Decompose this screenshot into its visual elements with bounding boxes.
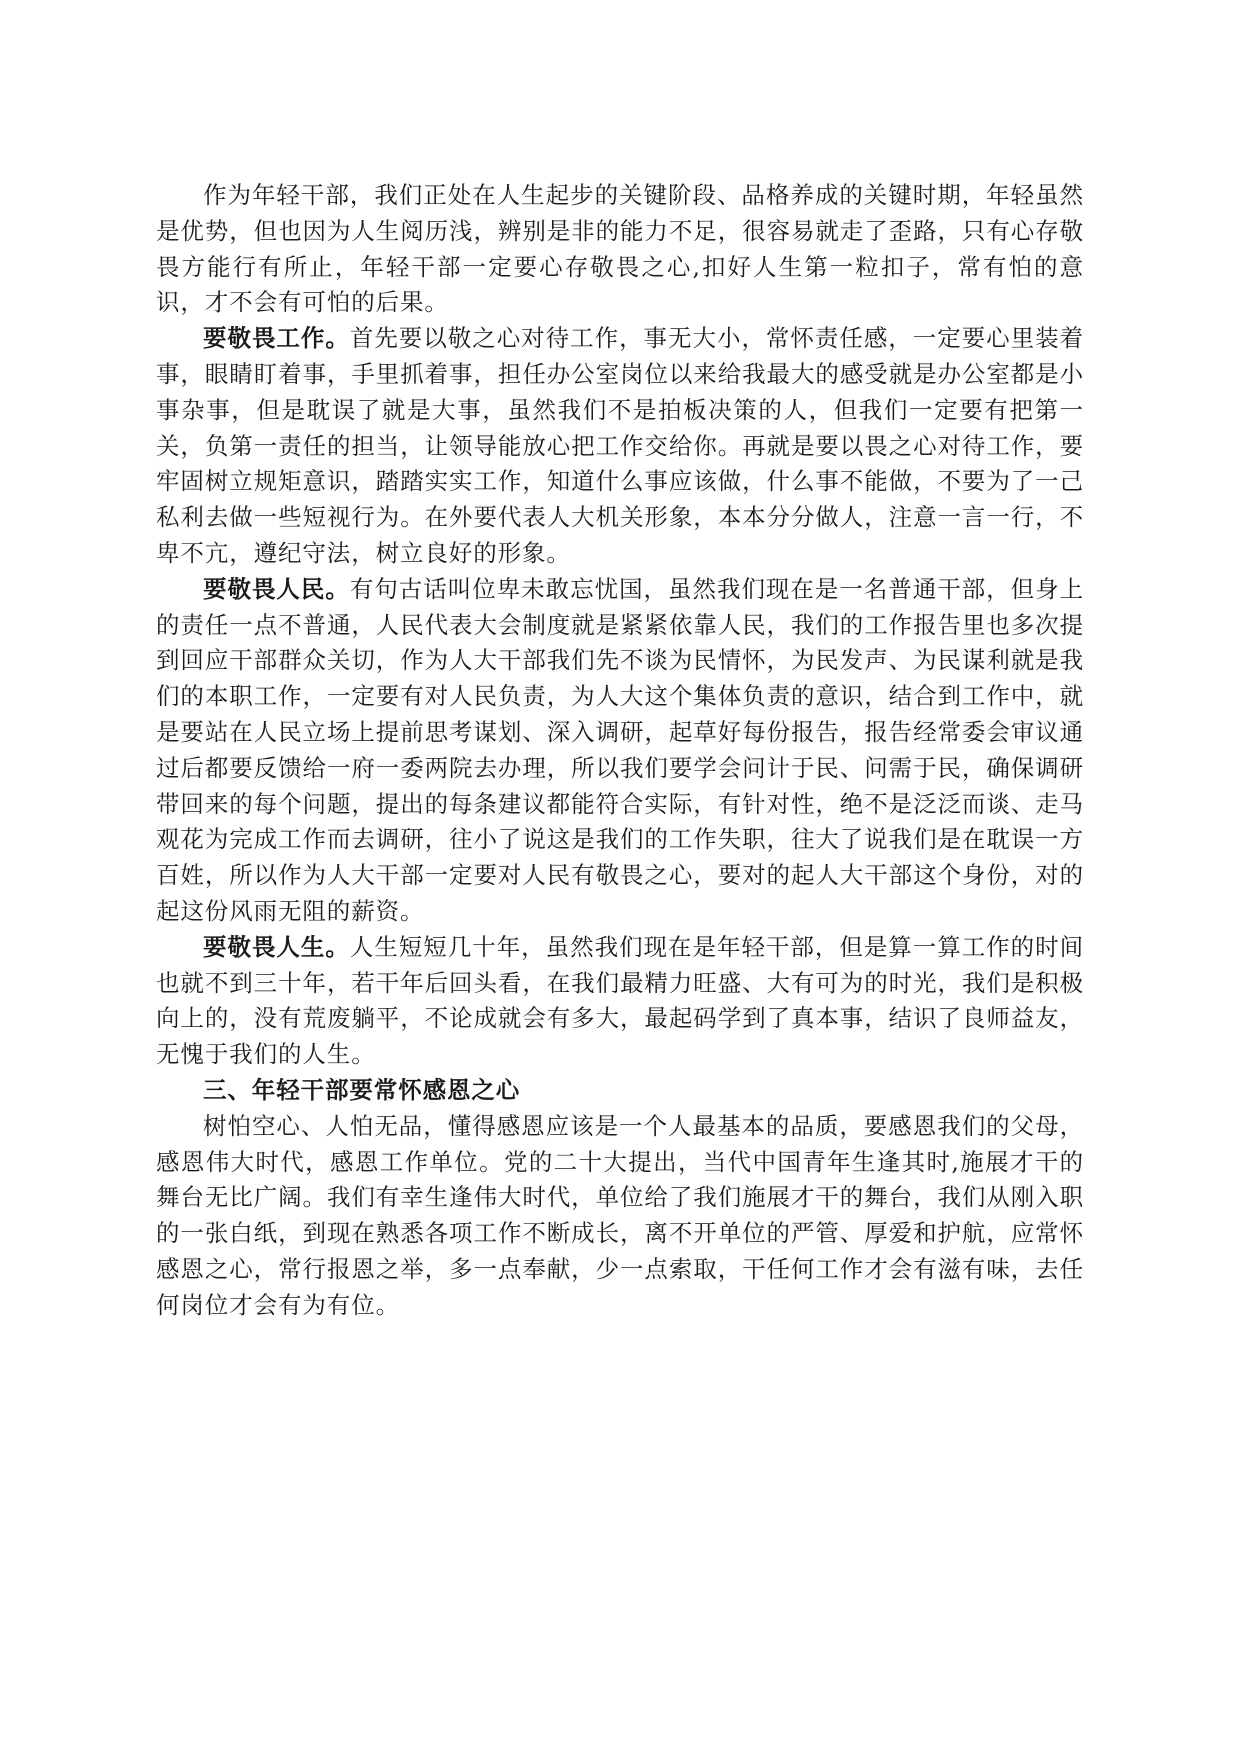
paragraph-text: 树怕空心、人怕无品，懂得感恩应该是一个人最基本的品质，要感恩我们的父母，感恩伟大时代，感恩工作单位。党的二十大提出，当代中国青年生逢其时,施展才干的舞台无比广阔。我们有幸生逢伟大时代，单位给了我们施展才干的舞台，我们从刚入职的一张白纸，到现在熟悉各项工作不断成长，离不开单位的严管、厚爱和护航，应常怀感恩之心，常行报恩之举，多一点奉献，少一点索取，干任何工作才会有滋有味，去任何岗位才会有为有位。 — [156, 1111, 1084, 1319]
paragraph-respect-life — [156, 930, 1084, 1073]
intro-paragraph — [156, 178, 1084, 321]
paragraph-text: 人生短短几十年，虽然我们现在是年轻干部，但是算一算工作的时间也就不到三十年，若干年后回头看，在我们最精力旺盛、大有可为的时光，我们是积极向上的，没有荒废躺平，不论成就会有多大，最起码学到了真本事，结识了良师益友，无愧于我们的人生。 — [156, 932, 1085, 1069]
paragraph-lead: 要敬畏人生。 — [203, 932, 350, 961]
section-heading: 三、年轻干部要常怀感恩之心 — [203, 1075, 521, 1104]
paragraph-text: 有句古话叫位卑未敢忘忧国，虽然我们现在是一名普通干部，但身上的责任一点不普通，人民代表大会制度就是紧紧依靠人民，我们的工作报告里也多次提到回应干部群众关切，作为人大干部我们先不谈为民情怀，为民发声、为民谋利就是我们的本职工作，一定要有对人民负责，为人大这个集体负责的意识，结合到工作中，就是要站在人民立场上提前思考谋划、深入调研，起草好每份报告，报告经常委会审议通过后都要反馈给一府一委两院去办理，所以我们要学会问计于民、问需于民，确保调研带回来的每个问题，提出的每条建议都能符合实际，有针对性，绝不是泛泛而谈、走马观花为完成工作而去调研，往小了说这是我们的工作失职，往大了说我们是在耽误一方百姓，所以作为人大干部一定要对人民有敬畏之心，要对的起人大干部这个身份，对的起这份风雨无阻的薪资。 — [156, 574, 1085, 925]
paragraph-respect-people — [156, 572, 1084, 930]
paragraph-lead: 要敬畏人民。 — [203, 574, 350, 603]
closing-paragraph — [156, 1109, 1084, 1324]
paragraph-text: 作为年轻干部，我们正处在人生起步的关键阶段、品格养成的关键时期，年轻虽然是优势，但也因为人生阅历浅，辨别是非的能力不足，很容易就走了歪路，只有心存敬畏方能行有所止，年轻干部一定要心存敬畏之心,扣好人生第一粒扣子，常有怕的意识，才不会有可怕的后果。 — [156, 181, 1084, 317]
paragraph-respect-work — [156, 321, 1084, 572]
paragraph-lead: 要敬畏工作。 — [203, 324, 350, 353]
paragraph-text: 首先要以敬之心对待工作，事无大小，常怀责任感，一定要心里装着事，眼睛盯着事，手里抓着事，担任办公室岗位以来给我最大的感受就是办公室都是小事杂事，但是耽误了就是大事，虽然我们不是拍板决策的人，但我们一定要有把第一关，负第一责任的担当，让领导能放心把工作交给你。再就是要以畏之心对待工作，要牢固树立规矩意识，踏踏实实工作，知道什么事应该做，什么事不能做，不要为了一己私利去做一些短视行为。在外要代表人大机关形象，本本分分做人，注意一言一行，不卑不亢，遵纪守法，树立良好的形象。 — [156, 324, 1085, 567]
document-body — [156, 178, 1084, 1324]
